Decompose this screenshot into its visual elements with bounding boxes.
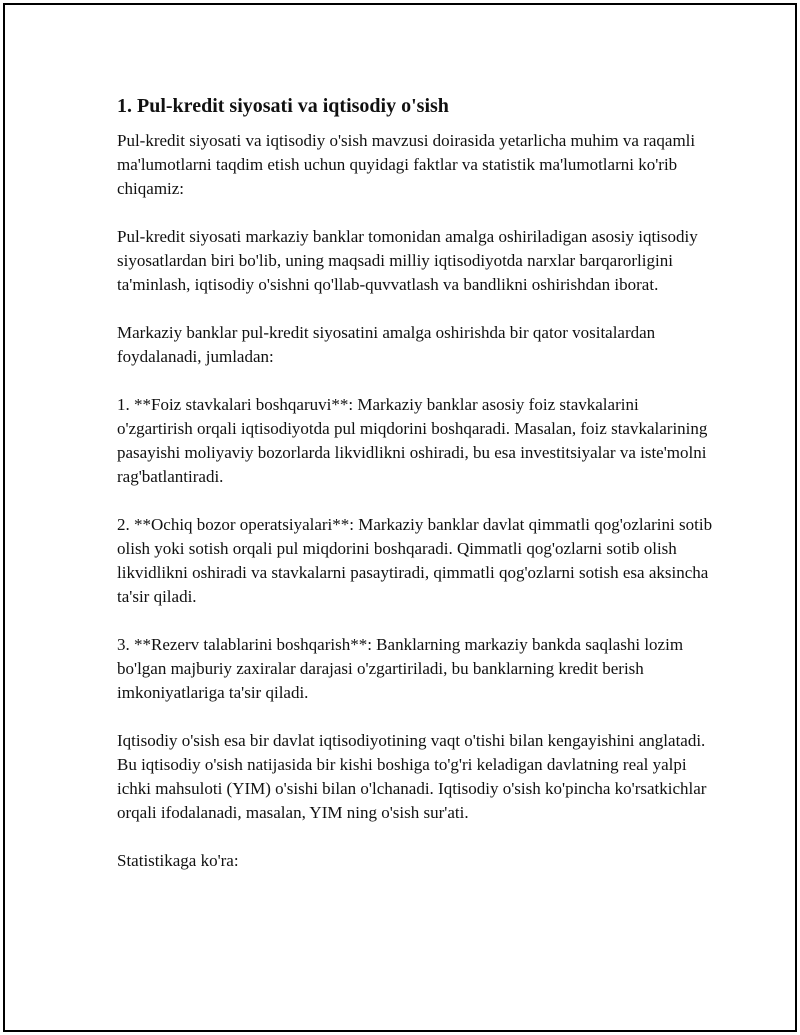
- paragraph-monetary-policy-definition: Pul-kredit siyosati markaziy banklar tomonidan amalga oshiriladigan asosiy iqtisodiy siyosatlardan biri bo'lib, uning maqsadi milliy iqtisodiyotda narxlar barqarorligini ta'minlash, iqtisodiy o'sishni qo'llab-quvvatlash va bandlikni oshirishdan iborat.: [117, 227, 698, 294]
- section-heading: 1. Pul-kredit siyosati va iqtisodiy o'sish: [117, 95, 449, 117]
- paragraph-reserve-requirements: 3. **Rezerv talablarini boshqarish**: Banklarning markaziy bankda saqlashi lozim bo'lgan majburiy zaxiralar darajasi o'zgartiriladi, bu banklarning kredit berish imkoniyatlariga ta'sir qiladi.: [117, 635, 684, 702]
- paragraph-open-market-operations: 2. **Ochiq bozor operatsiyalari**: Markaziy banklar davlat qimmatli qog'ozlarini sotib olish yoki sotish orqali pul miqdorini boshqaradi. Qimmatli qog'ozlarni sotib olish likvidlikni oshiradi va stavkalarni pasaytiradi, qimmatli qog'ozlarni sotish esa aksincha ta'sir qiladi.: [117, 515, 713, 606]
- paragraph-statistics: Statistikaga ko'ra:: [117, 851, 239, 870]
- paragraph-economic-growth: Iqtisodiy o'sish esa bir davlat iqtisodiyotining vaqt o'tishi bilan kengayishini anglatadi. Bu iqtisodiy o'sish natijasida bir kishi boshiga to'g'ri keladigan davlatning real yalpi ichki mahsuloti (YIM) o'sishi bilan o'lchanadi. Iqtisodiy o'sish ko'pincha ko'rsatkichlar orqali ifodalanadi, masalan, YIM ning o'sish sur'ati.: [117, 731, 707, 822]
- document-body: [117, 93, 717, 897]
- paragraph-intro: Pul-kredit siyosati va iqtisodiy o'sish mavzusi doirasida yetarlicha muhim va raqamli ma'lumotlarni taqdim etish uchun quyidagi faktlar va statistik ma'lumotlarni ko'rib chiqamiz:: [117, 131, 696, 198]
- paragraph-tools-intro: Markaziy banklar pul-kredit siyosatini amalga oshirishda bir qator vositalardan foydalanadi, jumladan:: [117, 323, 656, 366]
- paragraph-interest-rates: 1. **Foiz stavkalari boshqaruvi**: Markaziy banklar asosiy foiz stavkalarini o'zgartirish orqali iqtisodiyotda pul miqdorini boshqaradi. Masalan, foiz stavkalarining pasayishi moliyaviy bozorlarda likvidlikni oshiradi, bu esa investitsiyalar va iste'molni rag'batlantiradi.: [117, 395, 708, 486]
